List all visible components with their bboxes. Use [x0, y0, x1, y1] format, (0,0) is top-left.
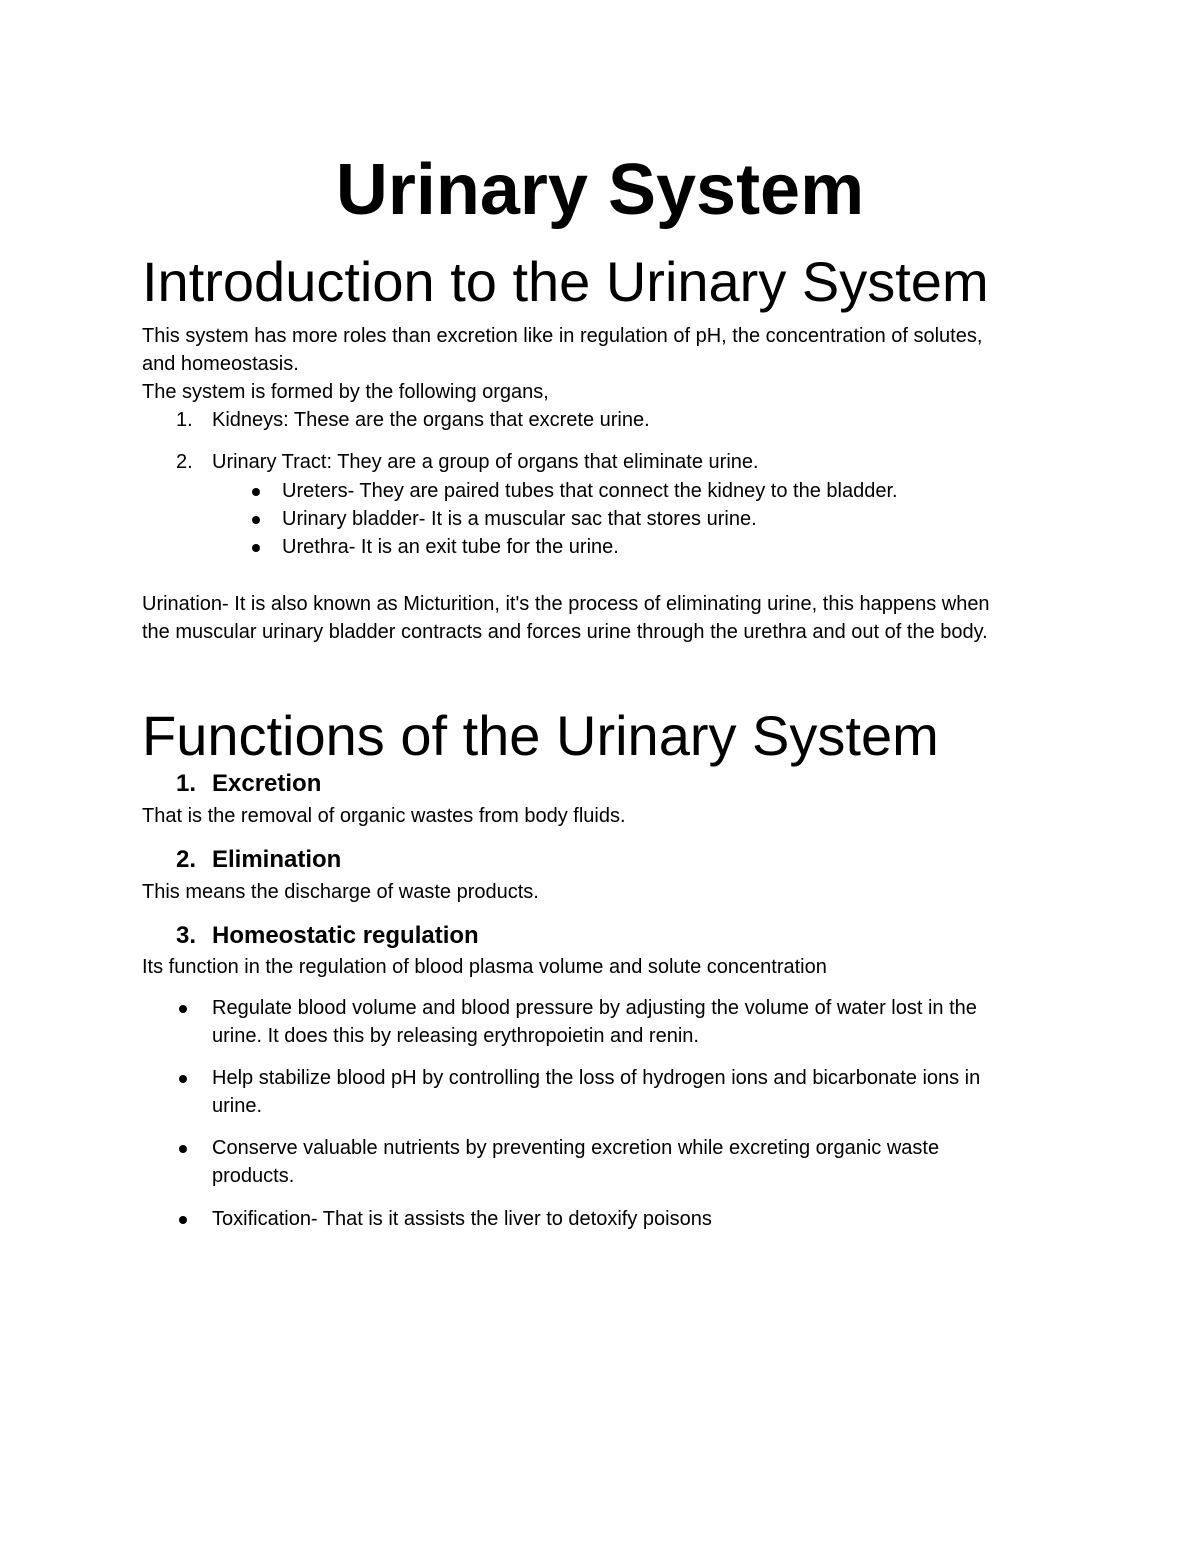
document-title: Urinary System — [335, 150, 865, 230]
organs-intro-text: The system is formed by the following organs, — [142, 381, 549, 403]
function-desc-excretion: That is the removal of organic wastes from body fluids. — [142, 805, 626, 827]
bullet-text-line-2: urine. It does this by releasing erythropoietin and renin. — [212, 1025, 699, 1047]
function-desc-elimination: This means the discharge of waste products. — [142, 881, 539, 903]
bullet-text: Ureters- They are paired tubes that connect the kidney to the bladder. — [282, 480, 898, 502]
list-item-text: Kidneys: These are the organs that excrete urine. — [212, 409, 650, 431]
function-heading-excretion — [176, 769, 321, 799]
urination-paragraph-line-1: Urination- It is also known as Micturition, it's the process of eliminating urine, this happens when — [142, 593, 990, 615]
bullet-text: Urinary bladder- It is a muscular sac that stores urine. — [282, 508, 757, 530]
list-item-kidneys — [176, 406, 650, 434]
regulation-bullet-toxification — [212, 1205, 712, 1233]
bullet-text-line-2: urine. — [212, 1095, 263, 1117]
intro-paragraph-line-1: This system has more roles than excretion like in regulation of pH, the concentration of solutes, — [142, 325, 983, 347]
bullet-dot — [252, 516, 260, 524]
function-title: Homeostatic regulation — [212, 922, 479, 949]
bullet-dot — [252, 488, 260, 496]
regulation-bullet-blood-volume — [212, 994, 977, 1050]
list-number: 2. — [176, 451, 193, 473]
bullet-dot — [179, 1005, 187, 1013]
bullet-text-line-1: Conserve valuable nutrients by preventing excretion while excreting organic waste — [212, 1137, 940, 1159]
bullet-text-line-1: Regulate blood volume and blood pressure by adjusting the volume of water lost in the — [212, 997, 977, 1019]
list-item-urinary-tract — [176, 448, 759, 476]
urination-paragraph-line-2: the muscular urinary bladder contracts and forces urine through the urethra and out of the body. — [142, 621, 988, 643]
function-heading-homeostatic — [176, 921, 479, 951]
list-number: 1. — [176, 770, 197, 797]
bullet-dot — [179, 1075, 187, 1083]
regulation-bullet-blood-ph — [212, 1064, 980, 1120]
intro-paragraph-line-2: and homeostasis. — [142, 353, 299, 375]
bullet-dot — [179, 1145, 187, 1153]
list-item-text: Urinary Tract: They are a group of organs that eliminate urine. — [212, 451, 759, 473]
function-title: Excretion — [212, 770, 322, 797]
bullet-text-line-1: Toxification- That is it assists the liver to detoxify poisons — [212, 1208, 712, 1230]
list-number: 1. — [176, 409, 193, 431]
bullet-dot — [252, 544, 260, 552]
bullet-text: Urethra- It is an exit tube for the urine. — [282, 536, 619, 558]
bullet-text-line-1: Help stabilize blood pH by controlling the loss of hydrogen ions and bicarbonate ions in — [212, 1067, 981, 1089]
intro-heading: Introduction to the Urinary System — [142, 250, 989, 313]
bullet-item-urethra — [282, 533, 619, 561]
list-number: 3. — [176, 922, 197, 949]
function-heading-elimination — [176, 845, 341, 875]
function-desc-homeostatic: Its function in the regulation of blood plasma volume and solute concentration — [142, 956, 827, 978]
bullet-dot — [179, 1216, 187, 1224]
functions-heading: Functions of the Urinary System — [142, 704, 939, 767]
bullet-text-line-2: products. — [212, 1165, 295, 1187]
function-title: Elimination — [212, 846, 342, 873]
bullet-item-ureters — [282, 477, 898, 505]
regulation-bullet-nutrients — [212, 1134, 939, 1190]
list-number: 2. — [176, 846, 197, 873]
bullet-item-bladder — [282, 505, 757, 533]
